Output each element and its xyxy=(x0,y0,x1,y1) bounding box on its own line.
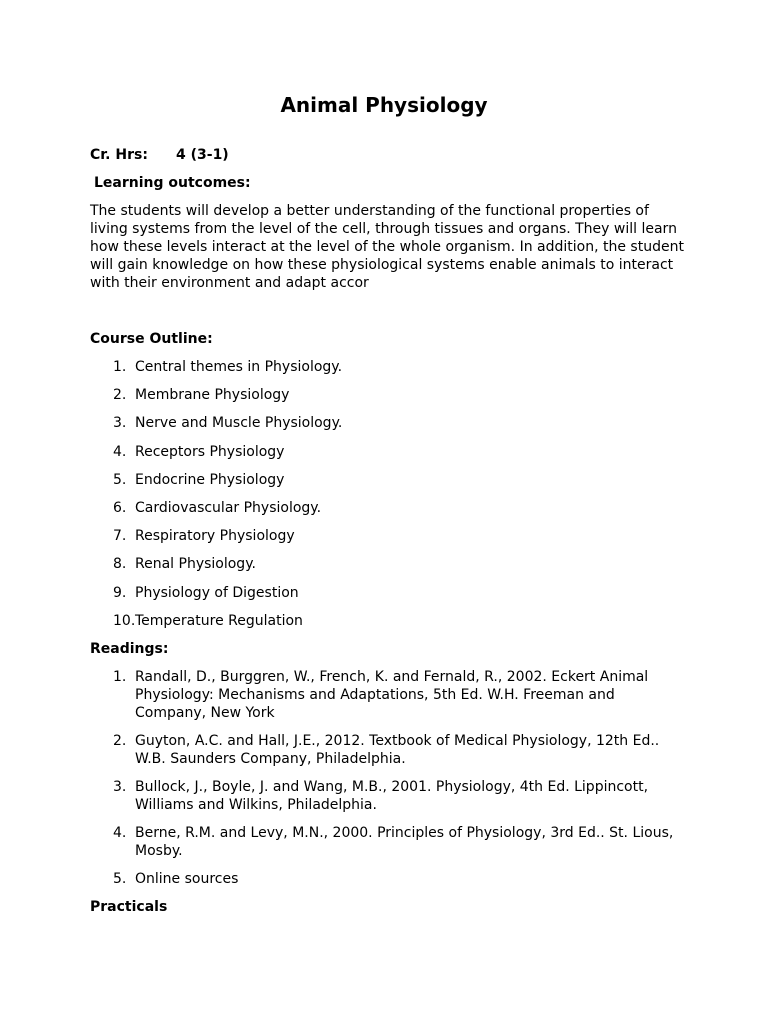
list-text: Cardiovascular Physiology. xyxy=(135,499,322,516)
list-text: Respiratory Physiology xyxy=(135,528,295,545)
list-text: Receptors Physiology xyxy=(135,443,285,460)
list-item xyxy=(90,443,680,471)
list-number: 10. xyxy=(113,612,136,629)
list-item xyxy=(90,778,680,814)
list-item xyxy=(90,471,680,499)
list-item xyxy=(90,527,680,555)
list-text: Berne, R.M. and Levy, M.N., 2000. Principles of Physiology, 3rd Ed.. St. Lious, Mosby. xyxy=(135,825,674,859)
list-number: 6. xyxy=(113,499,127,516)
list-text: Temperature Regulation xyxy=(135,612,303,629)
list-number: 2. xyxy=(113,387,127,404)
list-number: 4. xyxy=(113,443,127,460)
list-item xyxy=(90,499,680,527)
list-item xyxy=(90,386,680,414)
credit-hours xyxy=(90,146,229,164)
course-outline-list xyxy=(90,358,680,640)
list-text: Central themes in Physiology. xyxy=(135,359,343,375)
list-number: 5. xyxy=(113,871,127,887)
list-item xyxy=(90,824,680,860)
list-text: Guyton, A.C. and Hall, J.E., 2012. Textbook of Medical Physiology, 12th Ed.. W.B. Saunders Company, Philadelphia. xyxy=(135,733,660,767)
list-text: Endocrine Physiology xyxy=(135,471,285,488)
list-text: Online sources xyxy=(135,871,239,887)
list-number: 4. xyxy=(113,825,127,841)
list-item xyxy=(90,668,680,722)
list-text: Nerve and Muscle Physiology. xyxy=(135,415,343,432)
list-text: Randall, D., Burggren, W., French, K. and Fernald, R., 2002. Eckert Animal Physiology: Mechanisms and Adaptations, 5th Ed. W.H. Freeman and Company, New York xyxy=(135,669,649,721)
list-item xyxy=(90,612,680,640)
page-title: Animal Physiology xyxy=(280,93,488,117)
list-text: Physiology of Digestion xyxy=(135,584,299,601)
list-text: Renal Physiology. xyxy=(135,556,256,573)
list-text: Bullock, J., Boyle, J. and Wang, M.B., 2001. Physiology, 4th Ed. Lippincott, Williams and Wilkins, Philadelphia. xyxy=(135,779,649,813)
list-item xyxy=(90,358,680,386)
list-number: 8. xyxy=(113,556,127,573)
list-number: 2. xyxy=(113,733,127,749)
list-item xyxy=(90,870,680,888)
list-item xyxy=(90,732,680,768)
list-number: 5. xyxy=(113,471,127,488)
list-number: 7. xyxy=(113,528,127,545)
list-number: 3. xyxy=(113,415,127,432)
list-number: 1. xyxy=(113,359,127,375)
list-number: 1. xyxy=(113,669,127,685)
readings-list xyxy=(90,668,680,898)
credit-hours-value: 4 (3-1) xyxy=(176,147,229,163)
list-text: Membrane Physiology xyxy=(135,387,290,404)
list-number: 3. xyxy=(113,779,127,795)
learning-outcomes-text: The students will develop a better understanding of the functional properties of living systems from the level of the cell, through tissues and organs. They will learn how these levels interact at the level of the whole organism. In addition, the student will gain knowledge on how these physiological systems enable animals to interact with their environment and adapt accor xyxy=(90,203,684,291)
list-number: 9. xyxy=(113,584,127,601)
credit-hours-label: Cr. Hrs: xyxy=(90,147,148,163)
list-item xyxy=(90,555,680,583)
readings-heading: Readings: xyxy=(90,641,169,657)
list-item xyxy=(90,414,680,442)
course-outline-heading: Course Outline: xyxy=(90,331,213,347)
practicals-heading: Practicals xyxy=(90,899,168,915)
list-item xyxy=(90,584,680,612)
learning-outcomes-heading: Learning outcomes: xyxy=(94,175,251,191)
